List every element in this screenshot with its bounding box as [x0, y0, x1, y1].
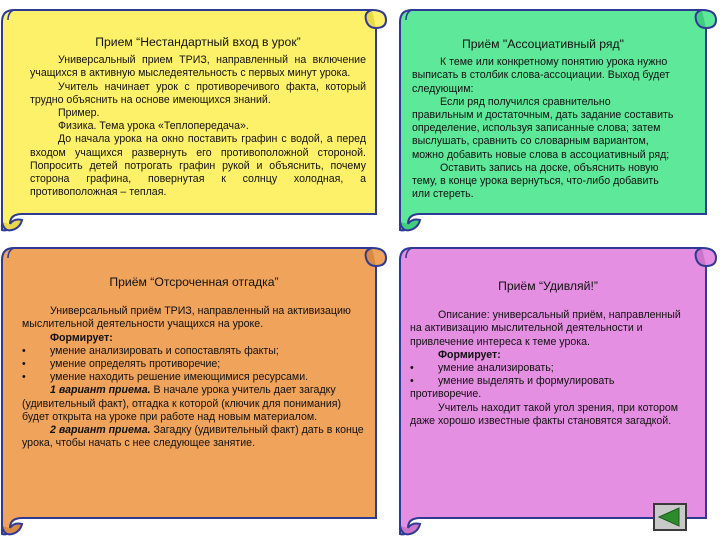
card-nonstandard-entry	[0, 8, 390, 233]
list-item	[22, 345, 366, 358]
card-paragraph: Универсальный прием ТРИЗ, направленный на включение учащихся в активную мыследеятельность с первых минут урока.	[30, 54, 366, 80]
card-paragraph: Пример.	[58, 107, 100, 120]
card-body	[412, 38, 674, 201]
forms-label: Формирует:	[50, 331, 113, 344]
variant-text: Загадку (удивительный факт) дать в конце урока, чтобы начать с нее следующее занятие.	[22, 424, 364, 450]
card-body	[30, 36, 366, 199]
list-item	[22, 371, 366, 384]
bullet-icon: •	[22, 358, 26, 371]
list-item	[410, 362, 686, 375]
card-paragraph: противоречие.	[410, 388, 482, 401]
card-paragraph: До начала урока на окно поставить графин с водой, а перед входом учащихся развернуть его противоположной стороной. Попросить детей потрогать графин рукой и объяснить, почему сторона графина, повернутая к солнцу холодная, а противоположная – теплая.	[30, 133, 366, 199]
variant-1	[22, 384, 366, 424]
card-paragraph: Учитель находит такой угол зрения, при котором даже хорошо известные факты становятся загадкой.	[410, 401, 679, 427]
card-body	[22, 276, 366, 450]
card-associative-row	[398, 8, 720, 233]
back-nav-button[interactable]	[653, 503, 687, 531]
forms-label: Формирует:	[438, 348, 501, 361]
card-paragraph: Физика. Тема урока «Теплопередача».	[58, 120, 249, 133]
card-paragraph: Описание: универсальный приём, направленный на активизацию мыслительной деятельности и привлечение интереса к теме урока.	[410, 309, 681, 348]
variant-text: В начале урока учитель дает загадку (удивительный факт), отгадка к которой (ключик для понимания) будет открыта на уроке при работе над новым материалом.	[22, 384, 342, 423]
list-item	[22, 358, 366, 371]
card-title: Прием “Нестандартный вход в урок”	[95, 35, 301, 49]
list-item	[410, 375, 686, 388]
card-paragraph: Если ряд получился сравнительно правильным и достаточным, дать задание составить определение, используя записанные слова; затем выслушать, сравнить со словарным вариантом, можно добавить новые слова в ассоциативный ряд;	[412, 95, 674, 161]
card-delayed-answer	[0, 246, 390, 536]
card-title: Приём "Ассоциативный ряд"	[462, 37, 624, 51]
card-paragraph: Оставить запись на доске, объяснить новую тему, в конце урока вернуться, что-либо добавить или стереть.	[412, 161, 659, 201]
card-surprise	[398, 246, 720, 536]
card-paragraph: Универсальный приём ТРИЗ, направленный на активизацию мыслительной деятельности учащихся на уроке.	[22, 305, 351, 331]
bullet-icon: •	[410, 362, 414, 375]
card-title: Приём “Отсроченная отгадка”	[109, 275, 279, 289]
list-item-text: умение анализировать и сопоставлять факты;	[50, 344, 279, 357]
triangle-left-icon	[655, 505, 685, 529]
bullet-icon: •	[22, 371, 26, 384]
variant-2	[22, 424, 366, 450]
card-paragraph: Учитель начинает урок с противоречивого факта, который трудно объяснить на основе имеющихся знаний.	[30, 80, 366, 106]
list-item-text: умение находить решение имеющимися ресурсами.	[50, 371, 309, 384]
list-item-text: умение анализировать;	[438, 362, 554, 375]
bullet-icon: •	[410, 375, 414, 388]
list-item-text: умение определять противоречие;	[50, 358, 221, 371]
card-paragraph: К теме или конкретному понятию урока нужно выписать в столбик слова-ассоциации. Выход будет следующим:	[412, 56, 670, 95]
card-title: Приём “Удивляй!”	[498, 279, 598, 293]
variant-label: 1 вариант приема.	[50, 384, 151, 397]
variant-label: 2 вариант приема.	[50, 424, 151, 437]
bullet-icon: •	[22, 344, 26, 357]
list-item-text: умение выделять и формулировать	[438, 375, 615, 388]
card-body	[410, 280, 686, 428]
